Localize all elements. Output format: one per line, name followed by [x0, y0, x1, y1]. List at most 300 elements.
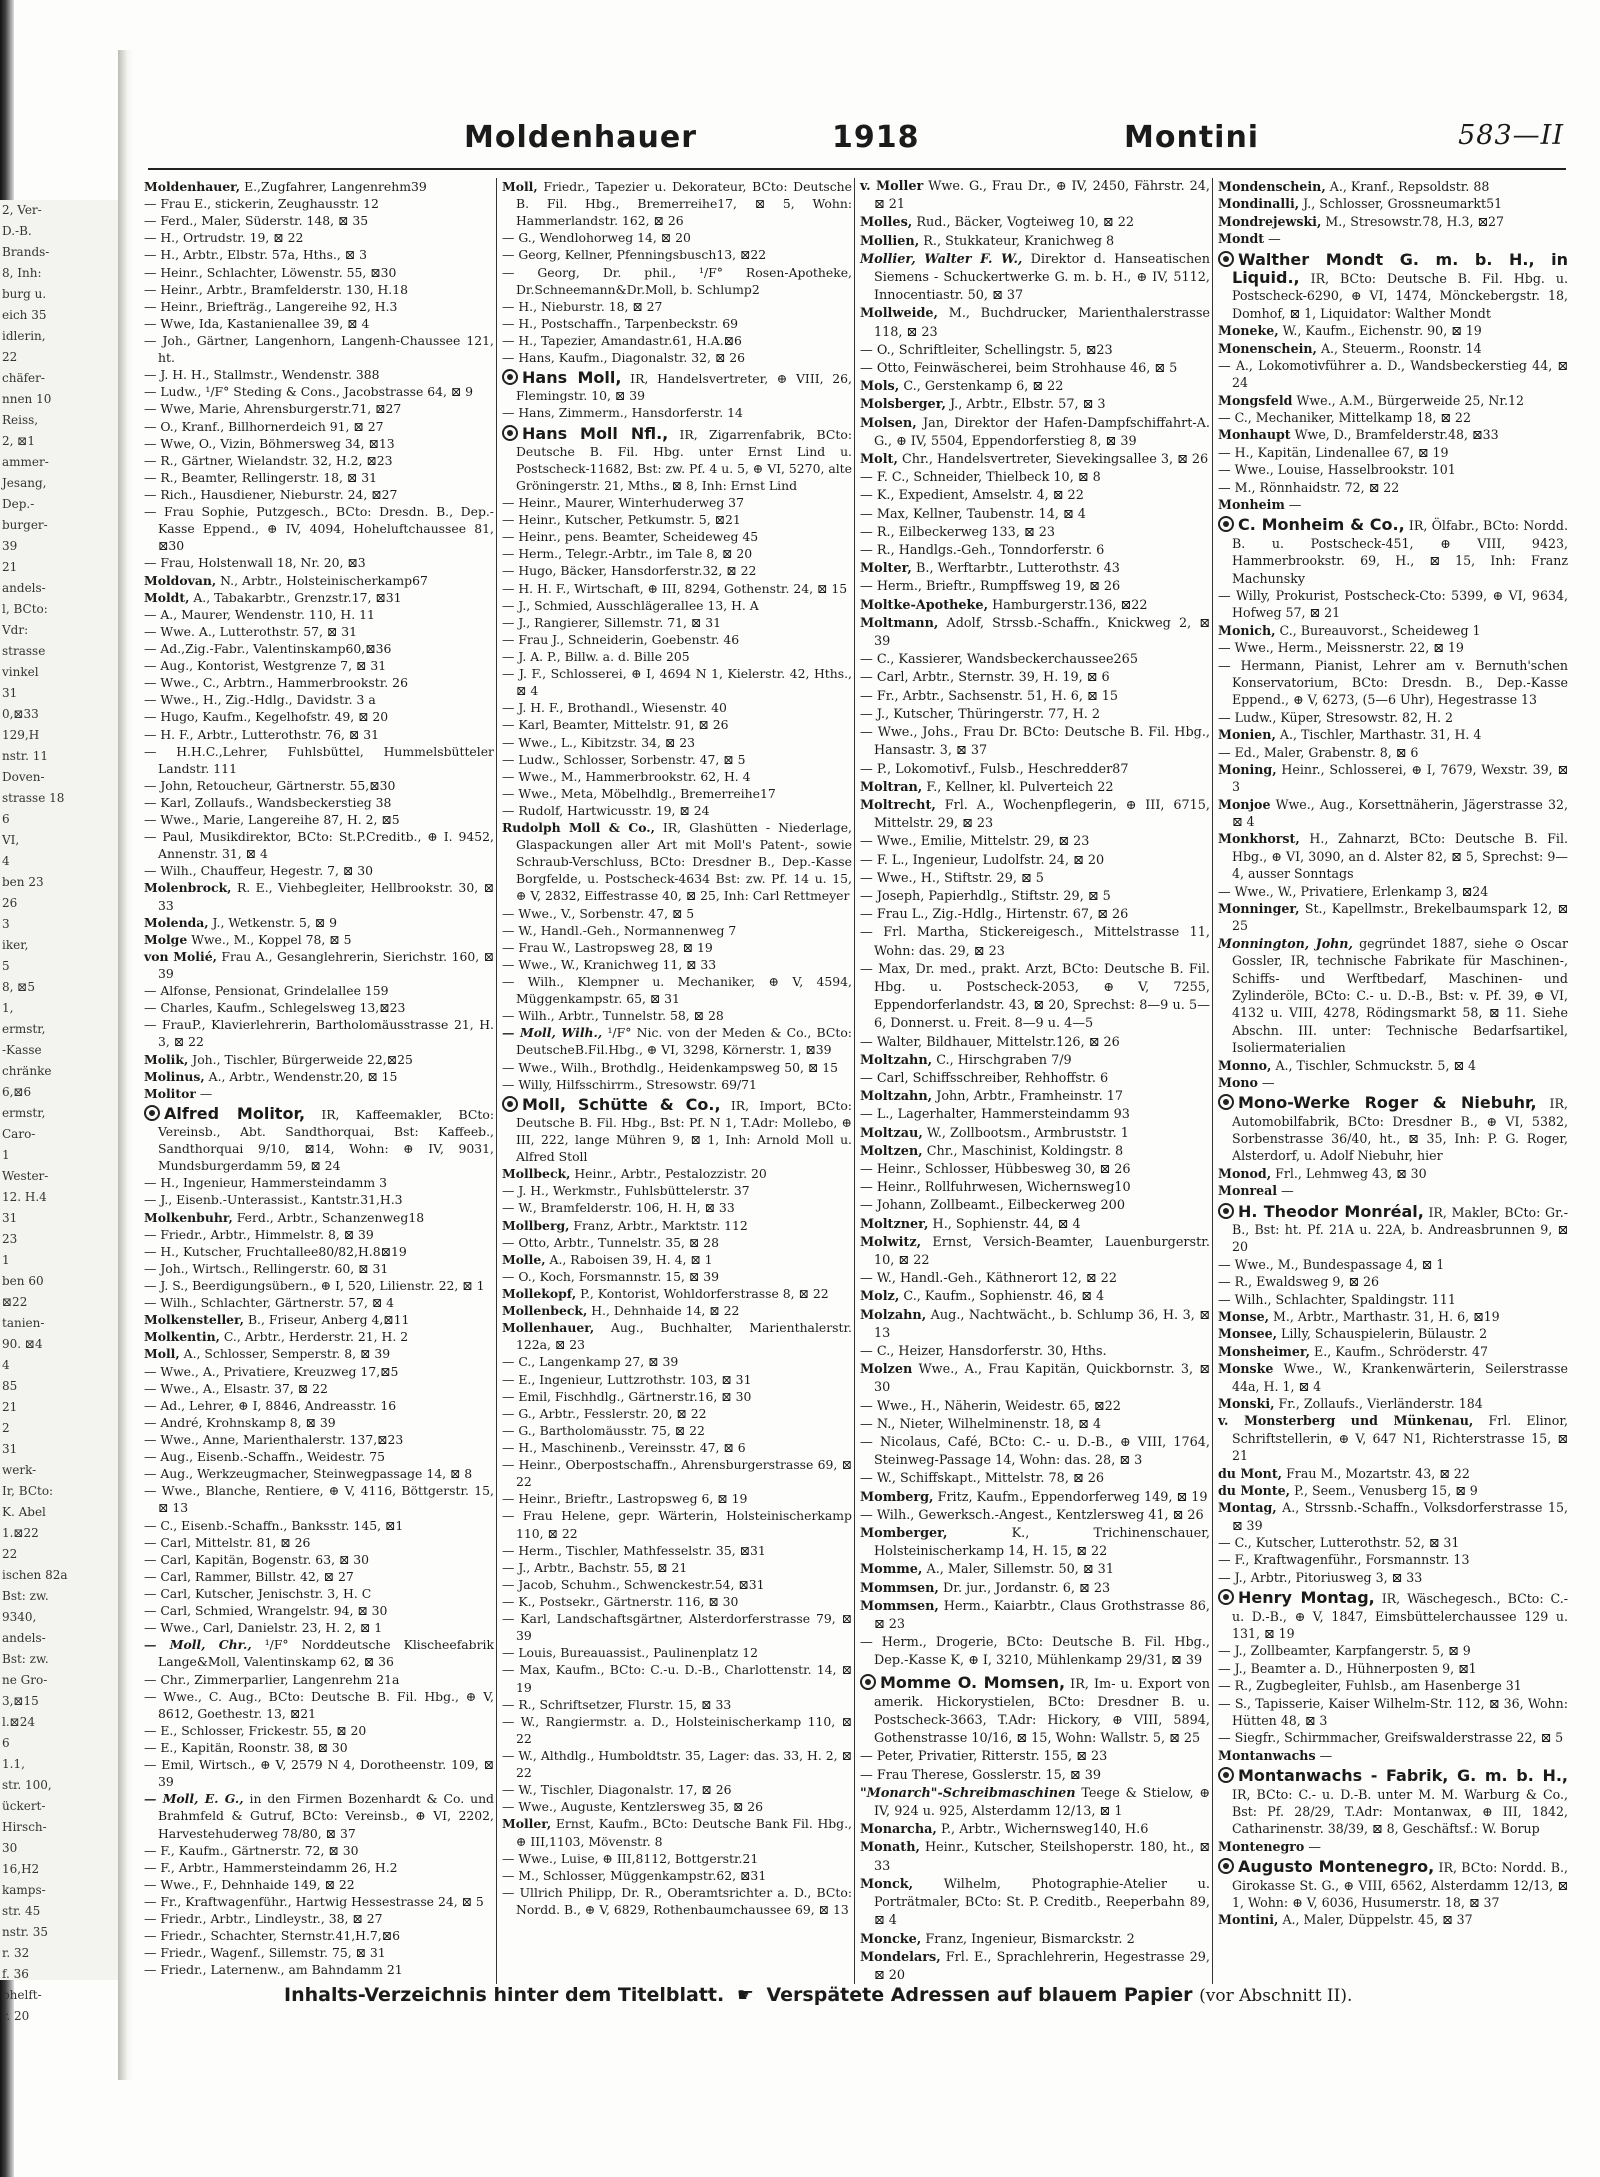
entry-details: — W., Althdlg., Humboldtstr. 35, Lager: das. 33, H. 2, ⊠ 22	[502, 1747, 852, 1781]
directory-entry	[1218, 1412, 1568, 1464]
directory-entry	[1218, 726, 1568, 743]
firm-entry	[1218, 251, 1568, 323]
entry-details: — Ludw., Küper, Stresowstr. 82, H. 2	[1218, 709, 1454, 725]
directory-entry	[860, 524, 1210, 542]
directory-entry	[144, 1260, 494, 1277]
directory-entry	[860, 1361, 1210, 1397]
entry-name: Moltmann,	[860, 615, 939, 631]
entry-details: — Wwe. A., Lutterothstr. 57, ⊠ 31	[144, 623, 357, 639]
entry-details: IR, BCto: Nordd. B., Girokasse St. G., ⊕ VIII, 6562, Alsterdamm 12/13, ⊠ 1, Wohn: ⊕ V, 6036, Husumerstr. 18, ⊠ 37	[1232, 1860, 1568, 1910]
entry-details: — Ferd., Maler, Süderstr. 148, ⊠ 35	[144, 213, 369, 229]
entry-details: A., Arbtr., Wendenstr.20, ⊠ 15	[208, 1068, 398, 1084]
directory-entry	[1218, 1534, 1568, 1551]
entry-details: — W., Schiffskapt., Mittelstr. 78, ⊠ 26	[860, 1471, 1105, 1487]
entry-name: Monse,	[1218, 1309, 1269, 1324]
prev-page-fragment: 1	[2, 1253, 10, 1267]
entry-details: — Friedr., Wagenf., Sillemstr. 75, ⊠ 31	[144, 1945, 386, 1961]
prev-page-fragment: chränke	[2, 1064, 52, 1078]
entry-details: — Ed., Maler, Grabenstr. 8, ⊠ 6	[1218, 744, 1419, 760]
entry-details: M., Arbtr., Marthastr. 31, H. 6, ⊠19	[1273, 1309, 1500, 1324]
entry-details: — R., Schriftsetzer, Flurstr. 15, ⊠ 33	[502, 1696, 732, 1712]
directory-entry	[860, 706, 1210, 724]
entry-details: — F., Arbtr., Hammersteindamm 26, H.2	[144, 1859, 398, 1875]
directory-entry	[502, 1319, 852, 1353]
firm-entry	[1218, 516, 1568, 587]
entry-name: Montanwachs	[1218, 1747, 1316, 1763]
directory-entry	[144, 229, 494, 246]
directory-entry	[1218, 195, 1568, 212]
entry-name: H. Theodor Monréal,	[1238, 1201, 1424, 1221]
directory-entry	[860, 1748, 1210, 1766]
entry-details: — Wwe., H., Stiftstr. 29, ⊠ 5	[860, 870, 1044, 886]
entry-details: — Ad., Lehrer, ⊕ I, 8846, Andreasstr. 16	[144, 1397, 397, 1413]
directory-entry	[144, 1294, 494, 1311]
directory-entry	[502, 665, 852, 699]
entry-details: — J. S., Beerdigungsübern., ⊕ I, 520, Lilienstr. 22, ⊠ 1	[144, 1278, 485, 1293]
directory-entry	[144, 691, 494, 708]
entry-details: B., Werftarbtr., Lutterothstr. 43	[915, 561, 1120, 577]
firm-entry	[1218, 1094, 1568, 1165]
entry-details: — H. H. F., Wirtschaft, ⊕ III, 8294, Gothenstr. 24, ⊠ 15	[502, 580, 848, 596]
entry-details: A., Tabakarbtr., Grenzstr.17, ⊠31	[193, 589, 402, 605]
directory-entry	[1218, 1551, 1568, 1568]
directory-entry	[860, 506, 1210, 524]
directory-entry	[1218, 178, 1568, 195]
directory-entry	[1218, 935, 1568, 1057]
entry-name: — Moll, Wilh.,	[502, 1025, 603, 1041]
entry-name: Mollekopf,	[502, 1286, 577, 1301]
entry-name: Molzen	[860, 1362, 913, 1378]
entry-details: IR, Makler, BCto: Gr.-B., Bst: ht. Pf. 21A u. 22A, b. Andreasbrunnen 9, ⊠ 20	[1232, 1204, 1568, 1255]
directory-entry	[144, 264, 494, 281]
entry-name: Mols,	[860, 379, 900, 395]
entry-details: — C., Kassierer, Wandsbeckerchaussee265	[860, 652, 1138, 668]
entry-details: Wwe., M., Koppel 78, ⊠ 5	[191, 931, 352, 947]
prev-page-fragment: 31	[2, 1442, 18, 1456]
directory-entry	[502, 785, 852, 802]
prev-page-fragment: 2	[2, 1421, 10, 1435]
prev-page-fragment: strasse	[2, 644, 46, 658]
entry-details: H., Sophienstr. 44, ⊠ 4	[932, 1216, 1081, 1232]
directory-entry	[144, 743, 494, 777]
prev-page-fragment: vinkel	[2, 665, 39, 679]
directory-entry	[502, 580, 852, 597]
entry-details: — Georg, Dr. phil., ¹/F° Rosen-Apotheke, Dr.Schneemann&Dr.Moll, b. Schlump2	[502, 264, 852, 297]
directory-entry	[144, 1602, 494, 1619]
registered-firm-icon	[1218, 1767, 1234, 1783]
entry-details: Jan, Direktor der Hafen-Dampfschiffahrt-A. G., ⊕ IV, 5504, Eppendorferstieg 8, ⊠ 39	[874, 415, 1210, 449]
entry-details: —	[1281, 1183, 1294, 1199]
entry-name: Molkenbuhr,	[144, 1209, 233, 1225]
entry-details: — Herm., Telegr.-Arbtr., im Tale 8, ⊠ 20	[502, 546, 753, 562]
entry-details: P., Kontorist, Wohldorferstrasse 8, ⊠ 22	[580, 1286, 829, 1301]
prev-page-fragment: ⊠22	[2, 1295, 28, 1309]
directory-entry	[1218, 409, 1568, 426]
directory-entry	[860, 1561, 1210, 1579]
directory-entry	[502, 1182, 852, 1199]
footer-section-note: (vor Abschnitt II).	[1199, 1986, 1353, 2006]
directory-entry	[144, 452, 494, 469]
entry-details: — Otto, Arbtr., Tunnelstr. 35, ⊠ 28	[502, 1234, 719, 1250]
entry-details: IR, Handelsvertreter, ⊕ VIII, 26, Flemingstr. 10, ⊠ 39	[516, 371, 852, 404]
entry-details: IR, Zigarrenfabrik, BCto: Deutsche B. Fil. Hbg. unter Ernst Lind u. Postscheck-11682, Bst: zw. Pf. 4 u. 5, ⊕ VI, 5270, alte Gröningerstr. 21, Mths., ⊠ 8, Inh: Ernst Lind	[516, 426, 852, 493]
directory-entry	[144, 246, 494, 263]
directory-entry	[860, 1270, 1210, 1288]
directory-entry	[144, 1756, 494, 1790]
directory-entry	[1218, 1660, 1568, 1677]
directory-entry	[502, 315, 852, 332]
directory-entry	[860, 1580, 1210, 1598]
directory-entry	[1218, 357, 1568, 392]
entry-details: A., Raboisen 39, H. 4, ⊠ 1	[549, 1251, 713, 1267]
entry-name: Mondrejewski,	[1218, 213, 1322, 229]
entry-name: Monninger,	[1218, 901, 1300, 917]
prev-page-fragment: werk-	[2, 1463, 37, 1477]
directory-entry	[860, 1416, 1210, 1434]
entry-details: — P., Lokomotivf., Fulsb., Heschredder87	[860, 761, 1129, 777]
directory-entry	[502, 1867, 852, 1884]
directory-entry	[860, 1125, 1210, 1143]
prev-page-fragment: ne Gro-	[2, 1673, 48, 1687]
entry-name: Molsen,	[860, 415, 917, 431]
entry-name: Monreal	[1218, 1183, 1278, 1199]
prev-page-fragment: 12. H.4	[2, 1190, 47, 1204]
directory-entry	[1218, 1343, 1568, 1360]
directory-entry	[860, 724, 1210, 760]
prev-page-fragment: 31	[2, 686, 18, 700]
entry-details: — Ludw., ¹/F° Steding & Cons., Jacobstrasse 64, ⊠ 9	[144, 384, 474, 400]
entry-name: Monarcha,	[860, 1822, 937, 1838]
prev-page-fragment: Bst: zw.	[2, 1589, 49, 1603]
registered-firm-icon	[1218, 1589, 1234, 1605]
entry-details: — H., Kutscher, Fruchtallee80/82,H.8⊠19	[144, 1243, 407, 1259]
directory-entry	[502, 802, 852, 819]
directory-entry	[860, 1343, 1210, 1361]
page-number: 583—II	[1458, 120, 1564, 151]
entry-details: Rud., Bäcker, Vogteiweg 10, ⊠ 22	[916, 215, 1135, 231]
entry-name: Mollenbeck,	[502, 1303, 588, 1319]
directory-entry	[502, 1165, 852, 1182]
prev-page-fragment: bhelft-	[2, 1988, 42, 2002]
entry-details: — H.H.C.,Lehrer, Fuhlsbüttel, Hummelsbütteler Landstr. 111	[144, 743, 494, 776]
entry-details: P., Seem., Venusberg 15, ⊠ 9	[1294, 1482, 1478, 1498]
prev-page-fragment: 8, Inh:	[2, 266, 42, 280]
directory-entry	[502, 1199, 852, 1216]
directory-entry	[1218, 1256, 1568, 1273]
directory-entry	[502, 699, 852, 716]
directory-entry	[860, 1470, 1210, 1488]
entry-details: — F. L., Ingenieur, Ludolfstr. 24, ⊠ 20	[860, 852, 1105, 868]
entry-details: — R., Eilbeckerweg 133, ⊠ 23	[860, 524, 1056, 540]
entry-name: Hans Moll,	[522, 368, 622, 388]
directory-entry	[144, 1243, 494, 1260]
directory-entry	[502, 1798, 852, 1815]
directory-entry	[502, 1388, 852, 1405]
entry-details: — Wilh., Gewerksch.-Angest., Kentzlersweg 41, ⊠ 26	[860, 1507, 1204, 1523]
entry-name: Moltzner,	[860, 1216, 929, 1232]
directory-entry	[144, 1739, 494, 1756]
entry-details: — M., Schlosser, Müggenkampstr.62, ⊠31	[502, 1867, 767, 1883]
entry-details: J., Arbtr., Elbstr. 57, ⊠ 3	[950, 397, 1106, 413]
directory-entry	[502, 1644, 852, 1661]
entry-details: — N., Nieter, Wilhelminenstr. 18, ⊠ 4	[860, 1416, 1102, 1432]
entry-details: —	[1319, 1747, 1333, 1763]
entry-name: "Monarch"-Schreibmaschinen	[860, 1785, 1076, 1801]
entry-name: Moll,	[502, 179, 538, 194]
entry-details: — Wwe., M., Hammerbrookstr. 62, H. 4	[502, 768, 751, 784]
entry-details: Wwe., A., Frau Kapitän, Quickbornstr. 3, ⊠ 30	[874, 1362, 1210, 1396]
entry-name: Moltzen,	[860, 1143, 923, 1159]
directory-entry	[144, 828, 494, 862]
prev-page-fragment: 6,⊠6	[2, 1085, 32, 1099]
directory-entry	[1218, 1482, 1568, 1499]
directory-entry	[860, 615, 1210, 651]
entry-details: — R., Gärtner, Wielandstr. 32, H.2, ⊠23	[144, 452, 393, 468]
prev-page-fragment: nstr. 35	[2, 1925, 49, 1939]
prev-page-fragment: str. 100,	[2, 1778, 52, 1792]
prev-page-fragment: 3,⊠15	[2, 1694, 39, 1708]
firm-entry	[1218, 1858, 1568, 1911]
entry-details: — Wwe, Marie, Ahrensburgerstr.71, ⊠27	[144, 401, 402, 417]
prev-page-fragment: Ir, BCto:	[2, 1484, 54, 1498]
entry-name: v. Moller	[860, 179, 924, 194]
entry-details: — J., Eisenb.-Unterassist., Kantstr.31,H.3	[144, 1192, 403, 1208]
prev-page-fragment: 85	[2, 1379, 18, 1393]
directory-entry	[144, 1927, 494, 1944]
entry-details: — K., Expedient, Amselstr. 4, ⊠ 22	[860, 488, 1084, 504]
directory-entry	[502, 1353, 852, 1370]
directory-entry	[860, 1785, 1210, 1821]
directory-entry	[502, 905, 852, 922]
entry-details: — Frau Sophie, Putzgesch., BCto: Dresdn. B., Dep.-Kasse Eppend., ⊕ IV, 4094, Hoheluftchaussee 81, ⊠30	[144, 504, 494, 554]
directory-entry	[502, 1542, 852, 1559]
directory-entry	[860, 1634, 1210, 1670]
entry-details: R. E., Viehbegleiter, Hellbrookstr. 30, ⊠ 33	[158, 880, 494, 913]
entry-details: — Wwe., L., Kibitzstr. 34, ⊠ 23	[502, 734, 695, 750]
entry-name: Moltzau,	[860, 1125, 923, 1141]
directory-entry	[144, 298, 494, 315]
directory-entry	[144, 1051, 494, 1068]
prev-page-fragment: Bst: zw.	[2, 1652, 49, 1666]
directory-entry	[144, 1465, 494, 1482]
registered-firm-icon	[502, 425, 518, 441]
directory-entry	[860, 415, 1210, 451]
directory-entry	[144, 1226, 494, 1243]
entry-details: IR, Import, BCto: Deutsche B. Fil. Hbg., Bst: Pf. N 1, T.Adr: Mollebo, ⊕ III, 222, lange Mühren 9, ⊠ 1, Inh: Arnold Moll u. Alfred Stoll	[516, 1097, 852, 1165]
directory-entry	[1218, 1729, 1568, 1746]
entry-details: — Frau, Holstenwall 18, Nr. 20, ⊠3	[144, 555, 366, 571]
directory-entry	[144, 811, 494, 828]
entry-name: Momme O. Momsen,	[880, 1672, 1066, 1692]
entry-details: — Heinr., Briefträg., Langereihe 92, H.3	[144, 298, 398, 314]
prev-page-fragment: 1.1,	[2, 1757, 25, 1771]
entry-details: — Heinr., Arbtr., Bramfelderstr. 130, H.18	[144, 281, 408, 297]
entry-details: — Frau E., stickerin, Zeughausstr. 12	[144, 196, 379, 212]
column-3	[860, 178, 1210, 1984]
directory-entry	[860, 888, 1210, 906]
directory-entry	[1218, 1395, 1568, 1412]
directory-entry	[860, 651, 1210, 669]
directory-entry	[144, 332, 494, 366]
book-spine	[118, 50, 134, 2080]
directory-entry	[860, 906, 1210, 924]
entry-details: P., Arbtr., Wichernsweg140, H.6	[940, 1822, 1149, 1838]
entry-details: — Heinr., Schlosser, Hübbesweg 30, ⊠ 26	[860, 1161, 1131, 1177]
entry-details: — J., Zollbeamter, Karpfangerstr. 5, ⊠ 9	[1218, 1643, 1471, 1659]
entry-details: — Carl, Schiffsschreiber, Rehhoffstr. 6	[860, 1070, 1109, 1086]
directory-entry	[1218, 900, 1568, 935]
entry-details: IR, BCto: Deutsche B. Fil. Hbg. u. Postscheck-6290, ⊕ VI, 1474, Mönckebergstr. 18, Domhof, ⊠ 1, Liquidator: Walther Mondt	[1232, 270, 1568, 321]
entry-details: Ernst, Versich-Beamter, Lauenburgerstr. 10, ⊠ 22	[874, 1234, 1210, 1268]
entry-name: Mommsen,	[860, 1580, 939, 1596]
directory-entry	[860, 924, 1210, 960]
directory-entry	[144, 1551, 494, 1568]
entry-name: Monenschein,	[1218, 340, 1317, 356]
entry-details: — Hermann, Pianist, Lehrer am v. Bernuth'schen Konservatorium, BCto: Dresdn. B., Dep.-Kasse Eppend., ⊕ V, 6273, (5—6 Uhr), Hegestrasse 13	[1218, 657, 1568, 708]
directory-entry	[1218, 639, 1568, 656]
directory-entry	[502, 1405, 852, 1422]
directory-entry	[860, 560, 1210, 578]
entry-details: St., Kapellmstr., Brekelbaumspark 12, ⊠ 25	[1232, 901, 1568, 934]
entry-details: C., Hirschgraben 7/9	[936, 1052, 1072, 1068]
directory-entry	[860, 761, 1210, 779]
entry-details: — Max, Dr. med., prakt. Arzt, BCto: Deutsche B. Fil. Hbg. u. Postscheck-2053, ⊕ V, 7255, Eppendorferlandstr. 43, ⊠ 20, Sprechst: 8—9 u. 5—6, Donnerst. u. Freit. 8—9 u. 4—5	[860, 961, 1210, 1032]
entry-details: — Carl, Mittelstr. 81, ⊠ 26	[144, 1534, 311, 1550]
directory-entry	[860, 1876, 1210, 1931]
entry-details: — J., Arbtr., Pitoriusweg 3, ⊠ 33	[1218, 1569, 1423, 1585]
directory-entry	[144, 1790, 494, 1841]
directory-entry	[1218, 340, 1568, 357]
entry-name: Monsheimer,	[1218, 1343, 1310, 1359]
directory-entry	[502, 751, 852, 768]
prev-page-fragment: burg u.	[2, 287, 47, 301]
entry-name: Molkensteller,	[144, 1312, 244, 1328]
entry-details: John, Arbtr., Framheinstr. 17	[936, 1089, 1123, 1105]
directory-entry	[502, 1371, 852, 1388]
prev-page-fragment: 2, Ver-	[2, 203, 42, 217]
directory-entry	[144, 503, 494, 554]
entry-details: — Karl, Zollaufs., Wandsbeckerstieg 38	[144, 794, 392, 810]
entry-name: Mondenschein,	[1218, 179, 1326, 194]
entry-name: Montini,	[1218, 1912, 1279, 1928]
directory-entry	[144, 1859, 494, 1876]
entry-details: Heinr., Kutscher, Steilshoperstr. 180, ht., ⊠ 33	[874, 1840, 1211, 1874]
entry-details: — Wwe., Luise, ⊕ III,8112, Bottgerstr.21	[502, 1850, 759, 1866]
prev-page-fragment: ischen 82a	[2, 1568, 68, 1582]
entry-details: — Louis, Bureauassist., Paulinenplatz 12	[502, 1645, 758, 1661]
entry-details: — H., Ingenieur, Hammersteindamm 3	[144, 1175, 387, 1191]
directory-entry	[860, 451, 1210, 469]
directory-entry	[1218, 230, 1568, 247]
entry-details: A., Tischler, Marthastr. 31, H. 4	[1279, 727, 1482, 743]
entry-details: Teege & Stielow, ⊕ IV, 924 u. 925, Alsterdamm 12/13, ⊠ 1	[874, 1785, 1210, 1820]
entry-details: gegründet 1887, siehe ⊙ Oscar Gossler, IR, technische Fabrikate für Maschinen-, Schiffs- und Werftbedarf, Maschinen- und Zylinderöle, BCto: C.- u. D.-B., Bst: v. Pf. 39, ⊕ VI, 4132 u. VIII, 4278, Rödingsmarkt 58, ⊠ 11. Siehe Abschn. III. unter: Technische Bedarfsartikel, Isoliermaterialien	[1232, 935, 1569, 1056]
entry-details: Frau A., Gesanglehrerin, Sierichstr. 160, ⊠ 39	[158, 948, 494, 982]
entry-details: — J. F., Schlosserei, ⊕ I, 4694 N 1, Kielerstr. 42, Hths., ⊠ 4	[502, 666, 852, 699]
prev-page-fragment: tanien-	[2, 1316, 45, 1330]
entry-details: — Wwe., Meta, Möbelhdlg., Bremerreihe17	[502, 785, 776, 801]
prev-page-fragment: 16,H2	[2, 1862, 40, 1876]
entry-name: Molz,	[860, 1289, 900, 1305]
entry-details: — A., Maurer, Wendenstr. 110, H. 11	[144, 606, 375, 622]
entry-details: — H., Maschinenb., Vereinsstr. 47, ⊠ 6	[502, 1439, 746, 1455]
directory-entry	[1218, 744, 1568, 761]
entry-name: Moning,	[1218, 761, 1277, 777]
entry-name: du Mont,	[1218, 1465, 1283, 1481]
entry-details: — Emil, Fischhdlg., Gärtnerstr.16, ⊠ 30	[502, 1388, 752, 1404]
registered-firm-icon	[1218, 1094, 1234, 1110]
entry-details: — Wwe., A., Privatiere, Kreuzweg 17,⊠5	[144, 1363, 399, 1379]
entry-details: — Rich., Hausdiener, Nieburstr. 24, ⊠27	[144, 486, 398, 502]
directory-entry	[502, 1302, 852, 1319]
entry-details: J., Wetkenstr. 5, ⊠ 9	[212, 914, 337, 930]
prev-page-fragment: f. 36	[2, 1967, 29, 1981]
entry-details: W., Zollbootsm., Armbruststr. 1	[926, 1125, 1129, 1141]
directory-entry	[1218, 426, 1568, 443]
directory-entry	[144, 1363, 494, 1380]
column-4	[1218, 178, 1568, 1984]
directory-entry	[1218, 830, 1568, 882]
entry-name: Mollenhauer,	[502, 1320, 595, 1336]
entry-details: Dr. jur., Jordanstr. 6, ⊠ 23	[942, 1580, 1111, 1596]
directory-entry	[144, 1328, 494, 1345]
directory-entry	[502, 178, 852, 229]
entry-details: — G., Bartholomäusstr. 75, ⊠ 22	[502, 1422, 705, 1438]
entry-name: Monjoe	[1218, 796, 1271, 812]
prev-page-fragment: Vdr:	[2, 623, 29, 637]
header-first-name: Moldenhauer	[464, 120, 698, 155]
entry-details: — H., Nieburstr. 18, ⊠ 27	[502, 298, 663, 314]
directory-entry	[502, 1024, 852, 1058]
directory-entry	[502, 1781, 852, 1798]
entry-details: — Heinr., Kutscher, Petkumstr. 5, ⊠21	[502, 512, 741, 528]
directory-entry	[1218, 709, 1568, 726]
directory-entry	[502, 1610, 852, 1644]
entry-name: Mollbeck,	[502, 1166, 571, 1182]
entry-details: — Frau W., Lastropsweg 28, ⊠ 19	[502, 939, 713, 955]
entry-details: — J. H., Werkmstr., Fuhlsbüttelerstr. 37	[502, 1183, 750, 1199]
directory-entry	[502, 1713, 852, 1747]
entry-details: — Aug., Werkzeugmacher, Steinwegpassage 14, ⊠ 8	[144, 1466, 473, 1482]
directory-entry	[502, 298, 852, 315]
directory-entry	[860, 578, 1210, 596]
prev-page-fragment: ermstr,	[2, 1106, 46, 1120]
entry-details: Wwe., W., Krankenwärterin, Seilerstrasse 44a, H. 1, ⊠ 4	[1232, 1361, 1568, 1394]
directory-entry	[502, 494, 852, 511]
entry-details: Ernst, Kaufm., BCto: Deutsche Bank Fil. Hbg., ⊕ III,1103, Mövenstr. 8	[516, 1816, 852, 1849]
entry-details: — Wwe., M., Bundespassage 4, ⊠ 1	[1218, 1256, 1445, 1272]
entry-name: Hans Moll Nfl.,	[522, 423, 669, 443]
directory-entry	[860, 870, 1210, 888]
entry-details: H., Dehnhaide 14, ⊠ 22	[591, 1303, 740, 1319]
directory-entry	[144, 1397, 494, 1414]
entry-details: A., Tischler, Schmuckstr. 5, ⊠ 4	[1275, 1057, 1477, 1073]
directory-entry	[144, 1068, 494, 1085]
entry-name: Momberger,	[860, 1526, 948, 1542]
entry-details: A., Maler, Sillemstr. 50, ⊠ 31	[926, 1562, 1114, 1578]
entry-details: — Friedr., Arbtr., Lindleystr., 38, ⊠ 27	[144, 1911, 383, 1927]
directory-entry	[1218, 761, 1568, 796]
prev-page-fragment: nnen 10	[2, 392, 52, 406]
directory-entry	[1218, 1182, 1568, 1199]
directory-entry	[144, 708, 494, 725]
directory-entry	[860, 961, 1210, 1034]
entry-details: — Georg, Kellner, Pfenningsbusch13, ⊠22	[502, 247, 767, 263]
entry-name: Rudolph Moll & Co.,	[502, 820, 655, 836]
directory-entry	[860, 342, 1210, 360]
directory-entry	[860, 1598, 1210, 1634]
entry-details: — R., Zugbegleiter, Fuhlsb., am Hasenberge 31	[1218, 1678, 1522, 1694]
